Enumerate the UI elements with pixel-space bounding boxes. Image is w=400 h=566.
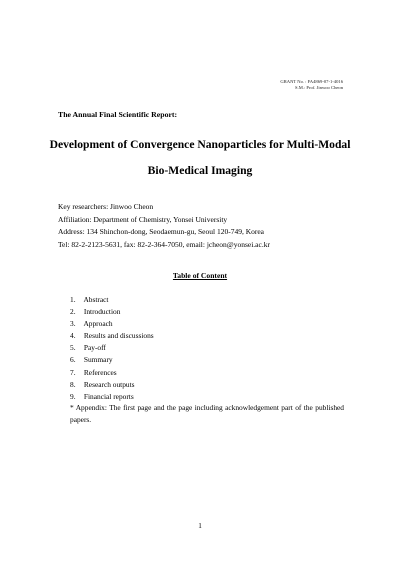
toc-item (70, 354, 154, 366)
principal-investigator: S.M.: Prof. Jinwoo Cheon (295, 85, 343, 91)
contact-info: Tel: 82-2-2123-5631, fax: 82-2-364-7050, email: jcheon@yonsei.ac.kr (58, 240, 270, 250)
toc-item-number: 8. (70, 379, 76, 389)
toc-item-number: 4. (70, 331, 76, 341)
toc-item-label: Approach (83, 319, 113, 329)
toc-item-number: 1. (70, 295, 76, 304)
toc-item-label: Introduction (83, 307, 121, 317)
toc-item (70, 330, 154, 342)
toc-item (70, 306, 154, 318)
document-title-line-2: Bio-Medical Imaging (147, 164, 253, 177)
toc-item-number: 9. (70, 391, 76, 401)
key-researchers: Key researchers: Jinwoo Cheon (58, 202, 154, 211)
toc-item (70, 294, 154, 306)
grant-header (280, 79, 343, 92)
toc-item-number: 2. (70, 307, 76, 317)
toc-item-label: Summary (83, 355, 113, 365)
report-type-label: The Annual Final Scientific Report: (58, 110, 178, 119)
toc-item-number: 3. (70, 319, 76, 329)
toc-item-label: Research outputs (83, 379, 135, 389)
toc-item (70, 318, 154, 330)
document-title-line-1: Development of Convergence Nanoparticles for Multi-Modal (49, 138, 351, 151)
toc-item (70, 367, 154, 379)
toc-item-number: 6. (70, 355, 76, 365)
researcher-info (58, 201, 270, 252)
toc-item-label: Financial reports (83, 391, 134, 401)
toc-item-label: Pay-off (83, 343, 106, 353)
toc-item-label: Results and discussions (83, 331, 154, 341)
toc-item (70, 379, 154, 391)
toc-heading: Table of Content (172, 271, 228, 280)
toc-item-label: References (83, 367, 117, 377)
toc-item-number: 7. (70, 367, 76, 377)
grant-number: GRANT No. : FA4869-07-1-4016 (280, 79, 343, 84)
affiliation: Affiliation: Department of Chemistry, Yonsei University (58, 214, 228, 224)
appendix-note: * Appendix: The first page and the page including acknowledgement part of the published papers. (70, 403, 344, 425)
toc-item-number: 5. (70, 343, 76, 353)
address: Address: 134 Shinchon-dong, Seodaemun-gu, Seoul 120-749, Korea (58, 227, 265, 237)
page-number: 1 (198, 522, 202, 530)
toc-item (70, 342, 154, 354)
toc-item-label: Abstract (83, 295, 109, 304)
toc-list (70, 294, 154, 403)
